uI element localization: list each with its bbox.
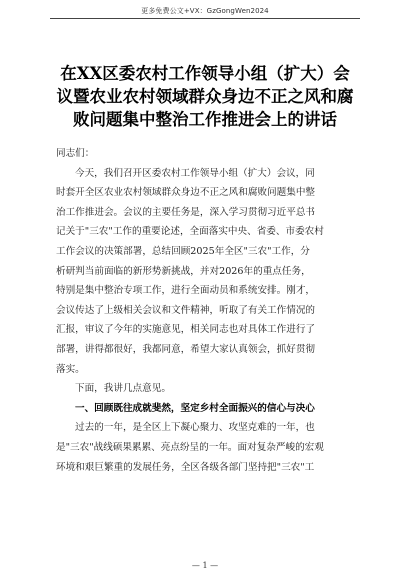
paragraph-line: 记关于"三农"工作的重要论述，全面落实中央、省委、市委农村 [56, 226, 324, 238]
paragraph-intro [56, 164, 356, 380]
paragraph-line: 是"三农"战线硕果累累、亮点纷呈的一年。面对复杂严峻的宏观 [56, 441, 324, 453]
paragraph-line: 治工作推进会。会议的主要任务是，深入学习贯彻习近平总书 [56, 206, 316, 218]
header-note: 更多免费公文+VX：GzGongWen2024 [141, 7, 269, 15]
paragraph-line: 析研判当前面临的新形势新挑战，并对2026年的重点任务， [56, 265, 311, 277]
page-number: — 1 — [191, 561, 219, 570]
section-heading: 一、回顾既往成就斐然，坚定乡村全面振兴的信心与决心 [75, 402, 315, 414]
paragraph-line: 会议传达了上级相关会议和文件精神，听取了有关工作情况的 [56, 304, 316, 316]
title-line: 议暨农业农村领域群众身边不正之风和腐 [56, 87, 354, 106]
paragraph-line: 今天，我们召开区委农村工作领导小组（扩大）会议，同 [75, 167, 315, 179]
title-line: 在XX区委农村工作领导小组（扩大）会 [60, 64, 350, 83]
paragraph-line: 时套开全区农业农村领域群众身边不正之风和腐败问题集中整 [56, 187, 316, 199]
title-line: 败问题集中整治工作推进会上的讲话 [73, 110, 337, 129]
document-body [56, 144, 356, 477]
paragraph-review [56, 418, 356, 477]
paragraph-line: 落实。 [56, 363, 85, 375]
paragraph-line: 工作会议的决策部署，总结回顾2025年全区"三农"工作，分 [56, 245, 310, 257]
paragraph-transition: 下面，我讲几点意见。 [75, 383, 171, 395]
header-divider [50, 18, 360, 19]
document-title [52, 62, 358, 131]
paragraph-line: 部署，讲得都很好，我都同意，希望大家认真领会，抓好贯彻 [56, 343, 316, 355]
paragraph-line: 过去的一年，是全区上下凝心聚力、攻坚克难的一年，也 [75, 422, 315, 434]
paragraph-line: 环境和艰巨繁重的发展任务，全区各级各部门坚持把"三农"工 [56, 461, 315, 473]
paragraph-line: 特别是集中整治专项工作，进行全面动员和系统安排。刚才， [56, 285, 316, 297]
salutation: 同志们： [56, 148, 95, 159]
paragraph-line: 汇报，审议了今年的实施意见，相关同志也对具体工作进行了 [56, 324, 316, 336]
